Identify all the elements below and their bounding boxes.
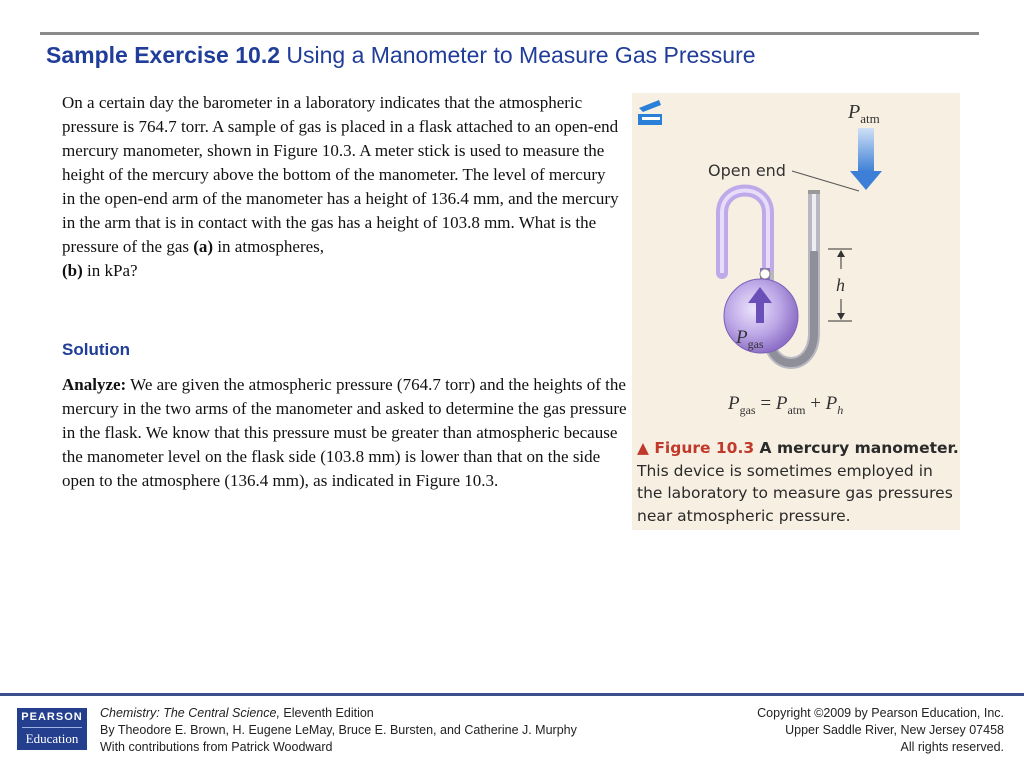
figure-caption bbox=[637, 437, 962, 527]
footer-book-info bbox=[100, 705, 577, 756]
open-end-leader bbox=[792, 171, 859, 191]
atmospheric-pressure-arrow bbox=[850, 128, 882, 190]
publisher-address: Upper Saddle River, New Jersey 07458 bbox=[785, 723, 1004, 737]
title-rest: Using a Manometer to Measure Gas Pressure bbox=[280, 42, 756, 68]
problem-text: On a certain day the barometer in a laboratory indicates that the atmospheric pressure is 764.7 torr. A sample of gas is placed in a flask attached to an open-end mercury manometer, shown in Figure 10.3. A meter stick is used to measure the height of the mercury above the bottom of the manometer. The level of mercury in the open-end arm of the manometer has a height of 136.4 mm, and the mercury in the arm that is in contact with the gas has a height of 103.8 mm. What is the pressure of the gas bbox=[62, 93, 619, 256]
figure-caption-title: A mercury manometer. bbox=[754, 439, 959, 457]
book-title-line bbox=[100, 705, 577, 722]
analyze-text: We are given the atmospheric pressure (764.7 torr) and the heights of the mercury in the two arms of the manometer and asked to determine the gas pressure in the flask. We know that this pressure must be greater than atmospheric because the manometer level on the flask side (103.8 mm) is lower than that on the side open to the atmosphere (136.4 mm), as indicated in Figure 10.3. bbox=[62, 375, 627, 490]
title-bold: Sample Exercise 10.2 bbox=[46, 42, 280, 68]
pearson-logo bbox=[17, 708, 87, 750]
slide-title bbox=[46, 42, 756, 69]
logo-bottom-text: Education bbox=[25, 731, 79, 746]
analyze-paragraph bbox=[62, 373, 627, 493]
book-title: Chemistry: The Central Science, bbox=[100, 706, 280, 720]
bottom-divider bbox=[0, 693, 1024, 696]
part-a-text: in atmospheres, bbox=[213, 237, 325, 256]
part-b-text: in kPa? bbox=[82, 261, 138, 280]
pressure-equation: $P_{gas} = P_{atm} + P_h$ bbox=[728, 393, 844, 417]
logo-top-text: PEARSON bbox=[21, 711, 83, 723]
problem-statement bbox=[62, 91, 622, 283]
textbook-margin-icon bbox=[638, 100, 662, 125]
analyze-label: Analyze: bbox=[62, 375, 127, 394]
figure-caption-text: This device is sometimes employed in the laboratory to measure gas pressures near atmospheric pressure. bbox=[637, 461, 953, 525]
solution-heading: Solution bbox=[62, 340, 130, 359]
part-b-label: (b) bbox=[62, 261, 83, 280]
book-edition: Eleventh Edition bbox=[279, 706, 374, 720]
book-authors: By Theodore E. Brown, H. Eugene LeMay, Bruce E. Bursten, and Catherine J. Murphy bbox=[100, 723, 577, 737]
figure-label: ▲ Figure 10.3 bbox=[637, 439, 755, 457]
copyright-line: Copyright ©2009 by Pearson Education, Inc. bbox=[757, 706, 1004, 720]
rights-line: All rights reserved. bbox=[900, 740, 1004, 754]
logo-divider bbox=[22, 727, 82, 728]
top-divider bbox=[40, 32, 979, 35]
part-a-label: (a) bbox=[193, 237, 214, 256]
book-contributions: With contributions from Patrick Woodward bbox=[100, 740, 333, 754]
p-atm-label: $P_{atm}$ bbox=[848, 101, 880, 126]
footer-copyright bbox=[757, 705, 1004, 756]
h-label: h bbox=[836, 275, 845, 295]
open-end-label: Open end bbox=[708, 161, 786, 180]
p-gas-label: $P_{gas}$ bbox=[736, 327, 764, 351]
